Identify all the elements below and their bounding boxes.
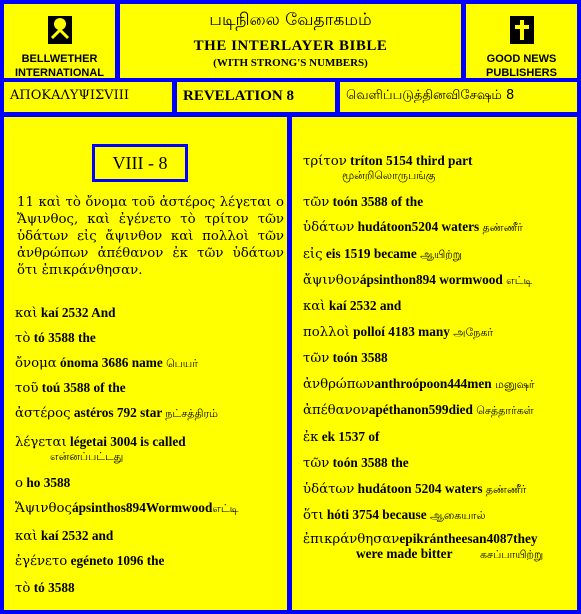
word-gloss: toón 3588 the — [329, 455, 409, 470]
bellwether-line2: INTERNATIONAL — [14, 67, 104, 79]
word-greek: ἀπέθανον — [303, 403, 369, 418]
word-gloss: hudátoon5204 waters — [354, 219, 483, 234]
word-gloss: apéthanon599died — [368, 402, 477, 417]
word-row — [303, 153, 472, 170]
title-main: THE INTERLAYER BIBLE — [193, 38, 388, 54]
word-row — [303, 507, 486, 524]
word-row — [15, 475, 70, 492]
word-greek: ὑδάτων — [303, 220, 355, 235]
left-column — [4, 117, 287, 610]
word-row — [15, 553, 164, 570]
word-greek: καὶ — [15, 529, 38, 544]
word-greek: εἰς — [303, 247, 323, 262]
bitter-tamil: கசப்பாயிற்று — [480, 548, 544, 561]
word-row — [15, 355, 198, 372]
word-gloss: toú 3588 of the — [38, 380, 126, 395]
tab-greek-book: ΑΠΟΚΑΛΥΨΙΣVIII — [4, 82, 172, 112]
word-greek: Ἄψινθος — [15, 501, 72, 516]
word-tamil: நட்சத்திரம் — [165, 407, 218, 420]
bellwether-logo — [4, 4, 115, 78]
word-gloss: kaí 2532 and — [325, 298, 402, 313]
word-greek: τῶν — [303, 456, 330, 471]
word-gloss: ónoma 3686 name — [56, 355, 167, 370]
word-gloss: tó 3588 the — [30, 330, 96, 345]
word-gloss: hudátoon 5204 waters — [354, 481, 486, 496]
word-row — [15, 500, 238, 517]
title-subtitle: (WITH STRONG'S NUMBERS) — [213, 57, 368, 69]
word-tamil: மனுஷர் — [494, 378, 535, 391]
word-row — [303, 402, 534, 419]
word-gloss: tó 3588 — [30, 580, 75, 595]
word-greek: ἀνθρώπων — [303, 377, 375, 392]
word-gloss: kaí 2532 And — [37, 305, 116, 320]
word-greek: ἀστέρος — [15, 406, 71, 421]
word-gloss: kaí 2532 and — [37, 528, 114, 543]
word-row — [15, 580, 75, 597]
word-gloss: astéros 792 star — [70, 405, 166, 420]
word-greek: τῶν — [303, 351, 330, 366]
word-row — [303, 246, 462, 263]
word-row — [303, 481, 526, 498]
word-tamil: ஆயிற்று — [420, 248, 462, 261]
word-row — [15, 405, 218, 422]
word-tamil: செத்தார்கள் — [476, 404, 534, 417]
word-row — [303, 298, 401, 315]
word-tamil: தண்ணீர் — [485, 483, 527, 496]
word-greek: τὸ — [15, 581, 31, 596]
word-gloss: eis 1519 became — [322, 246, 421, 261]
header-title-panel — [120, 4, 461, 78]
good-news-cross-icon — [508, 12, 536, 46]
word-gloss: ho 3588 — [23, 475, 71, 490]
word-tamil: எட்டி — [506, 274, 533, 287]
word-row — [15, 528, 113, 545]
word-tamil: ஆகையால் — [429, 509, 486, 522]
word-greek: ἐπικράνθησαν — [303, 532, 400, 547]
word-greek: τοῦ — [15, 381, 39, 396]
word-row — [303, 272, 532, 289]
word-gloss: ápsinthos894Wormwood — [71, 500, 213, 515]
word-row — [15, 305, 115, 322]
verse-text: 11 καὶ τὸ ὄνομα τοῦ ἀστέρος λέγεται ο Ἄψινθος, καὶ ἐγένετο τὸ τρίτον τῶν ὑδάτων εἰς ἄψινθον καὶ πολλοὶ τῶν ἀνθρώπων ἀπέθανον ἐκ τῶν ὑδάτων ὅτι ἐπικράνθησαν. — [17, 195, 284, 278]
word-greek: τρίτον — [303, 154, 347, 169]
word-greek: ὑδάτων — [303, 482, 355, 497]
word-greek: καὶ — [15, 306, 38, 321]
word-greek: ἐκ — [303, 430, 319, 445]
word-tamil: அநேகர் — [453, 326, 494, 339]
word-row — [303, 324, 493, 341]
word-tamil: எட்டி — [212, 502, 239, 515]
word-row — [15, 434, 186, 451]
word-greek: τὸ — [15, 331, 31, 346]
word-row — [15, 380, 126, 397]
word-greek: ὅτι — [303, 508, 324, 523]
word-row — [303, 194, 423, 211]
word-greek: τῶν — [303, 195, 330, 210]
word-gloss: toón 3588 of the — [329, 194, 424, 209]
word-gloss: polloí 4183 many — [349, 324, 454, 339]
good-news-logo — [466, 4, 577, 78]
word-row — [303, 350, 388, 367]
word-row — [303, 376, 535, 393]
word-greek: πολλοὶ — [303, 325, 350, 340]
good-news-line2: PUBLISHERS — [486, 67, 557, 79]
word-row — [303, 219, 523, 236]
verse-marker: VIII - 8 — [92, 144, 188, 182]
title-tamil: படிநிலை வேதாகமம் — [209, 10, 372, 30]
bellwether-ram-icon — [46, 12, 74, 46]
word-row — [303, 429, 379, 446]
word-gloss: egéneto 1096 the — [67, 553, 165, 568]
bellwether-line1: BELLWETHER — [21, 53, 98, 65]
word-gloss: ek 1537 of — [318, 429, 380, 444]
good-news-line1: GOOD NEWS — [486, 53, 557, 65]
word-gloss: légetai 3004 is called — [66, 434, 186, 449]
right-column — [292, 117, 577, 610]
word-row — [15, 330, 96, 347]
word-tamil: தண்ணீர் — [482, 221, 523, 234]
word-gloss: epikrántheesan4087they — [399, 531, 538, 546]
word-gloss: anthroópoon444men — [374, 376, 495, 391]
word-gloss: hóti 3754 because — [323, 507, 430, 522]
bitter-english: were made bitter — [356, 546, 453, 561]
word-greek: λέγεται — [15, 435, 67, 450]
word-greek: ἐγένετο — [15, 554, 68, 569]
word-row — [303, 455, 409, 472]
called-tamil: என்னப்பட்டது — [50, 450, 124, 463]
word-tamil: பெயர் — [166, 357, 198, 370]
word-greek: ὄνομα — [15, 356, 57, 371]
word-gloss: toón 3588 — [329, 350, 388, 365]
word-greek: ο — [15, 476, 24, 491]
third-part-tamil: மூன்றிலொருபங்கு — [342, 169, 436, 182]
tab-english-book: REVELATION 8 — [177, 82, 335, 112]
tab-tamil-book: வெளிப்படுத்தினவிசேஷம் 8 — [340, 82, 577, 112]
word-greek: καὶ — [303, 299, 326, 314]
word-greek: ἄψινθον — [303, 273, 360, 288]
word-gloss: tríton 5154 third part — [346, 153, 473, 168]
word-gloss: ápsinthon894 wormwood — [359, 272, 507, 287]
